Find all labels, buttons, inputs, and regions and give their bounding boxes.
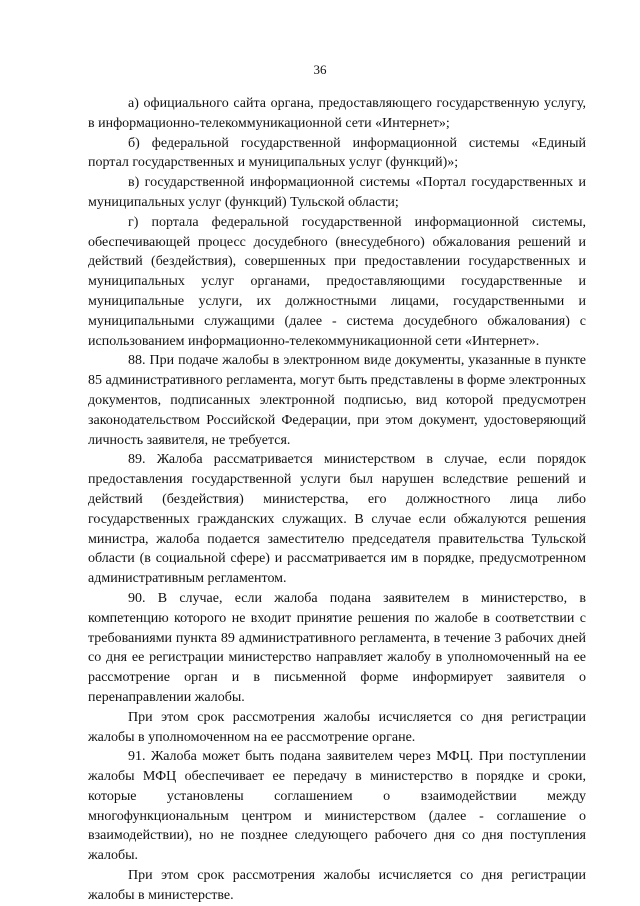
paragraph-89: 89. Жалоба рассматривается министерством в случае, если порядок предоставления государственной услуги был нарушен вследствие решений и действий (бездействия) министерства, его должностного лица либо государственных гражданских служащих. В случае если обжалуются решения министра, жалоба подается заместителю председателя правительства Тульской области (в социальной сфере) и рассматривается им в порядке, предусмотренном административным регламентом. <box>88 452 586 587</box>
paragraph-88: 88. При подаче жалобы в электронном виде документы, указанные в пункте 85 административного регламента, могут быть представлены в форме электронных документов, подписанных электронной подписью, вид которой предусмотрен законодательством Российской Федерации, при этом документ, удостоверяющий личность заявителя, не требуется. <box>88 353 586 448</box>
paragraph-91: 91. Жалоба может быть подана заявителем через МФЦ. При поступлении жалобы МФЦ обеспечивает ее передачу в министерство в порядке и сроки, которые установлены соглашением о взаимодействии между многофункциональным центром и министерством (далее - соглашение о взаимодействии), но не позднее следующего рабочего дня со дня поступления жалобы. <box>88 749 586 864</box>
paragraph-item-g: г) портала федеральной государственной информационной системы, обеспечивающей процесс досудебного (внесудебного) обжалования решений и действий (бездействия), совершенных при предоставлении государственных и муниципальных услуг органами, предоставляющими государственные и муниципальные услуги, их должностными лицами, государственными и муниципальными служащими (далее - система досудебного обжалования) с использованием информационно-телекоммуникационной сети «Интернет». <box>88 214 586 349</box>
paragraph-90: 90. В случае, если жалоба подана заявителем в министерство, в компетенцию которого не входит принятие решения по жалобе в соответствии с требованиями пункта 89 административного регламента, в течение 3 рабочих дней со дня ее регистрации министерство направляет жалобу в уполномоченный на ее рассмотрение орган и в письменной форме информирует заявителя о перенаправлении жалобы. <box>88 590 586 705</box>
paragraph-item-b: б) федеральной государственной информационной системы «Единый портал государственных и муниципальных услуг (функций)»; <box>88 135 586 171</box>
document-body <box>88 94 586 906</box>
paragraph-91-note: При этом срок рассмотрения жалобы исчисляется со дня регистрации жалобы в министерстве. <box>88 868 586 903</box>
page-number: 36 <box>313 62 327 77</box>
paragraph-item-v: в) государственной информационной системы «Портал государственных и муниципальных услуг (функций) Тульской области; <box>88 175 586 210</box>
paragraph-item-a: а) официального сайта органа, предоставляющего государственную услугу, в информационно-телекоммуникационной сети «Интернет»; <box>88 96 586 131</box>
paragraph-90-note: При этом срок рассмотрения жалобы исчисляется со дня регистрации жалобы в уполномоченном на ее рассмотрение органе. <box>88 709 586 745</box>
